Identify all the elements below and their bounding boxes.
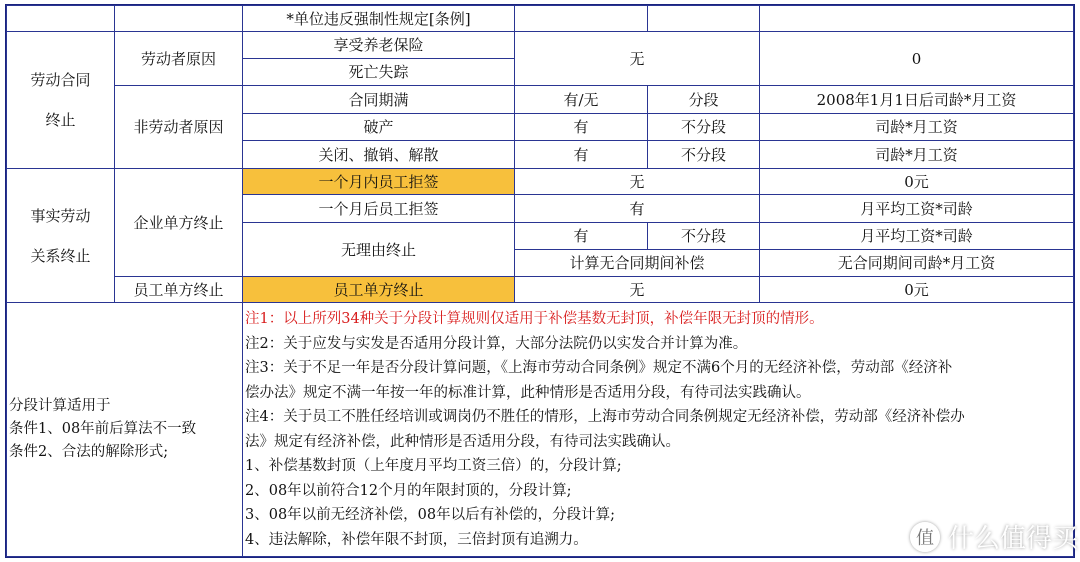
no-reason-comp: 有	[514, 222, 648, 250]
header-empty-2	[114, 5, 243, 32]
table-row-amount: 2008年1月1日后司龄*月工资	[759, 85, 1074, 114]
table-row-amount: 司龄*月工资	[759, 113, 1074, 141]
table-row-condition: 破产	[242, 113, 515, 141]
header-empty-1	[6, 5, 115, 32]
list-item: 1、补偿基数封顶（上年度月平均工资三倍）的，分段计算;	[245, 458, 622, 474]
refuse-within-month: 一个月内员工拒签	[242, 168, 515, 195]
header-empty-4	[647, 5, 760, 32]
pension-condition: 享受养老保险	[242, 31, 515, 59]
employee-termination-label: 员工单方终止	[114, 276, 243, 303]
employee-termination-amount: 0元	[759, 276, 1074, 303]
table-row-segment: 分段	[647, 85, 760, 114]
refuse-after-month: 一个月后员工拒签	[242, 194, 515, 223]
table-row-segment: 不分段	[647, 113, 760, 141]
refuse-within-month-comp: 无	[514, 168, 760, 195]
list-item: 4、违法解除，补偿年限不封顶，三倍封顶有追溯力。	[245, 531, 588, 548]
list-item: 2、08年以前符合12个月的年限封顶的，分段计算;	[245, 482, 572, 499]
no-contract-comp: 计算无合同期间补偿	[514, 249, 760, 277]
de-facto-termination-label	[6, 168, 115, 303]
segment-rule-line-1: 分段计算适用于	[9, 398, 111, 414]
list-item: 3、08年以前无经济补偿，08年以后有补偿的，分段计算;	[245, 507, 616, 523]
note-4a: 注4：关于员工不胜任经培训或调岗仍不胜任的情形，上海市劳动合同条例规定无经济补偿，劳动部《经济补偿办	[245, 409, 965, 425]
segment-rule-line-2: 条件1、08年前后算法不一致	[9, 421, 197, 437]
de-facto-label-2: 关系终止	[30, 246, 91, 265]
worker-reasons-label: 劳动者原因	[114, 31, 243, 86]
table-row-compensation: 有	[514, 113, 648, 141]
contract-termination-label-2: 终止	[45, 111, 76, 129]
table-row-segment: 不分段	[647, 140, 760, 169]
de-facto-label-1: 事实劳动	[30, 206, 91, 225]
watermark	[910, 518, 1078, 555]
segment-rule-note	[6, 302, 243, 557]
note-3a: 注3：关于不足一年是否分段计算问题，《上海市劳动合同条例》规定不满6个月的无经济补偿，劳动部《经济补	[245, 360, 953, 376]
employee-termination-condition: 员工单方终止	[242, 276, 515, 303]
note-2: 注2：关于应发与实发是否适用分段计算，大部分法院仍以实发合并计算为准。	[245, 335, 748, 352]
zhihu-value-icon: 值	[910, 522, 940, 552]
refuse-after-month-amount: 月平均工资*司龄	[759, 194, 1074, 223]
refuse-within-month-amount: 0元	[759, 168, 1074, 195]
table-row-compensation: 有/无	[514, 85, 648, 114]
employee-termination-comp: 无	[514, 276, 760, 303]
refuse-after-month-comp: 有	[514, 194, 760, 223]
watermark-text: 什么值得买	[948, 524, 1079, 554]
non-worker-reasons-label: 非劳动者原因	[114, 85, 243, 169]
header-condition: *单位违反强制性规定[条例]	[242, 5, 515, 32]
death-condition: 死亡失踪	[242, 58, 515, 86]
table-row-compensation: 有	[514, 140, 648, 169]
no-reason-termination: 无理由终止	[242, 222, 515, 277]
worker-amount: 0	[759, 31, 1074, 86]
note-3b: 偿办法》规定不满一年按一年的标准计算，此种情形是否适用分段，有待司法实践确认。	[245, 384, 811, 401]
no-reason-amount: 月平均工资*司龄	[759, 222, 1074, 250]
no-reason-segment: 不分段	[647, 222, 760, 250]
table-row-condition: 合同期满	[242, 85, 515, 114]
header-empty-3	[514, 5, 648, 32]
worker-compensation: 无	[514, 31, 760, 86]
contract-termination-label	[6, 31, 115, 169]
employer-termination-label: 企业单方终止	[114, 168, 243, 277]
table-row-amount: 司龄*月工资	[759, 140, 1074, 169]
segment-rule-line-3: 条件2、合法的解除形式;	[9, 444, 169, 460]
note-4b: 法》规定有经济补偿，此种情形是否适用分段，有待司法实践确认。	[245, 433, 680, 450]
no-contract-amount: 无合同期间司龄*月工资	[759, 249, 1074, 277]
header-empty-5	[759, 5, 1074, 32]
contract-termination-label-1: 劳动合同	[30, 71, 91, 89]
note-1: 注1：以上所列34种关于分段计算规则仅适用于补偿基数无封顶，补偿年限无封顶的情形。	[245, 311, 824, 327]
table-row-condition: 关闭、撤销、解散	[242, 140, 515, 169]
